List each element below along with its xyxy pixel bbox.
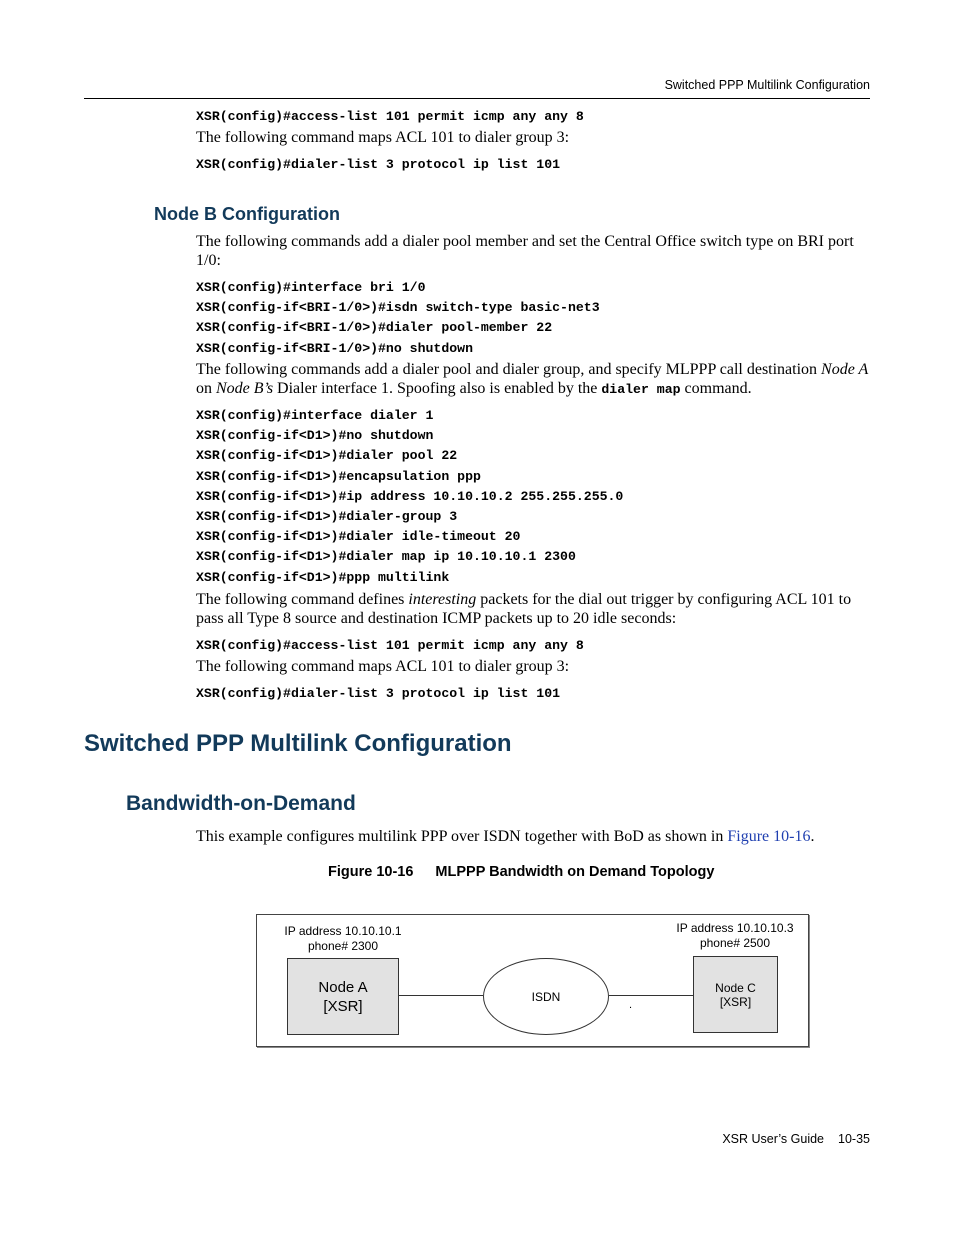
text: packets for the dial out trigger by configuring ACL 101 to pass all Type 8 source and destination ICMP packets up to 20 idle seconds: <box>196 591 852 627</box>
figure-caption <box>328 864 714 880</box>
node-label: Node A <box>318 978 368 996</box>
code-line: XSR(config-if<D1>)#dialer pool 22 <box>196 448 458 464</box>
code-line: XSR(config-if<D1>)#ppp multilink <box>196 569 450 585</box>
code-block <box>196 280 600 361</box>
section-title: Switched PPP Multilink Configuration <box>84 730 512 757</box>
figure-caption-text: MLPPP Bandwidth on Demand Topology <box>435 864 715 880</box>
code-block <box>196 408 623 590</box>
cloud-label: ISDN <box>531 989 561 1004</box>
paragraph: The following commands add a dialer pool member and set the Central Office switch type on BRI port 1/0: <box>196 233 854 269</box>
text: command. <box>680 380 752 397</box>
node-c-box <box>693 956 778 1033</box>
text: Dialer interface 1. Spoofing also is enabled by the <box>273 380 602 397</box>
subsection-title: Bandwidth-on-Demand <box>126 792 356 815</box>
code-line: XSR(config-if<BRI-1/0>)#no shutdown <box>196 340 473 356</box>
phone-label: phone# 2300 <box>307 939 379 953</box>
code-line: XSR(config-if<BRI-1/0>)#dialer pool-member 22 <box>196 320 553 336</box>
code-line: XSR(config-if<D1>)#dialer map ip 10.10.10.1 2300 <box>196 549 576 565</box>
figure-number: Figure 10-16 <box>328 864 414 880</box>
code-line: XSR(config)#dialer-list 3 protocol ip list 101 <box>196 157 561 172</box>
section-heading-node-b: Node B Configuration <box>154 204 340 224</box>
code-line: XSR(config-if<D1>)#no shutdown <box>196 428 434 444</box>
figure-frame <box>256 914 809 1047</box>
paragraph <box>196 827 876 846</box>
text: on <box>196 380 216 397</box>
code-line: XSR(config-if<D1>)#dialer-group 3 <box>196 508 458 524</box>
page-footer <box>722 1132 870 1146</box>
node-label: Node C <box>715 980 756 995</box>
phone-label: phone# 2500 <box>699 936 771 950</box>
code-line: XSR(config-if<D1>)#ip address 10.10.10.2 255.255.255.0 <box>196 488 624 504</box>
code-line: XSR(config)#dialer-list 3 protocol ip list 101 <box>196 686 561 701</box>
figure-link[interactable]: Figure 10-16 <box>727 828 811 845</box>
text: The following commands add a dialer pool and dialer group, and specify MLPPP call destination <box>196 361 822 378</box>
page-number: 10-35 <box>838 1132 870 1146</box>
link-line <box>609 995 693 996</box>
stray-dot: . <box>629 999 633 1011</box>
inline-command: dialer map <box>601 382 681 397</box>
running-header: Switched PPP Multilink Configuration <box>664 78 870 92</box>
code-line: XSR(config)#interface dialer 1 <box>196 408 434 423</box>
header-rule <box>84 98 870 99</box>
emphasis: interesting <box>408 591 477 608</box>
code-line: XSR(config-if<D1>)#encapsulation ppp <box>196 468 481 484</box>
node-c-address <box>665 921 805 951</box>
paragraph <box>196 590 876 628</box>
paragraph: The following command maps ACL 101 to dialer group 3: <box>196 129 570 146</box>
emphasis: Node A <box>821 361 869 378</box>
code-line: XSR(config)#access-list 101 permit icmp any any 8 <box>196 109 584 124</box>
code-line: XSR(config-if<D1>)#dialer idle-timeout 20 <box>196 529 521 545</box>
emphasis: Node B’s <box>216 380 274 397</box>
isdn-cloud <box>483 958 609 1035</box>
text: . <box>810 828 815 845</box>
guide-title: XSR User’s Guide <box>722 1132 825 1146</box>
node-label: [XSR] <box>719 994 752 1009</box>
text: This example configures multilink PPP over ISDN together with BoD as shown in <box>196 828 728 845</box>
paragraph: The following command maps ACL 101 to dialer group 3: <box>196 658 570 675</box>
link-line <box>399 995 483 996</box>
paragraph <box>196 360 876 399</box>
ip-label: IP address 10.10.10.3 <box>676 921 794 935</box>
node-a-box <box>287 958 399 1035</box>
node-label: [XSR] <box>323 997 363 1015</box>
code-line: XSR(config)#access-list 101 permit icmp any any 8 <box>196 638 584 653</box>
code-line: XSR(config)#interface bri 1/0 <box>196 280 426 295</box>
ip-label: IP address 10.10.10.1 <box>284 924 402 938</box>
node-a-address <box>273 924 413 954</box>
code-line: XSR(config-if<BRI-1/0>)#isdn switch-type basic-net3 <box>196 300 600 316</box>
text: The following command defines <box>196 591 409 608</box>
